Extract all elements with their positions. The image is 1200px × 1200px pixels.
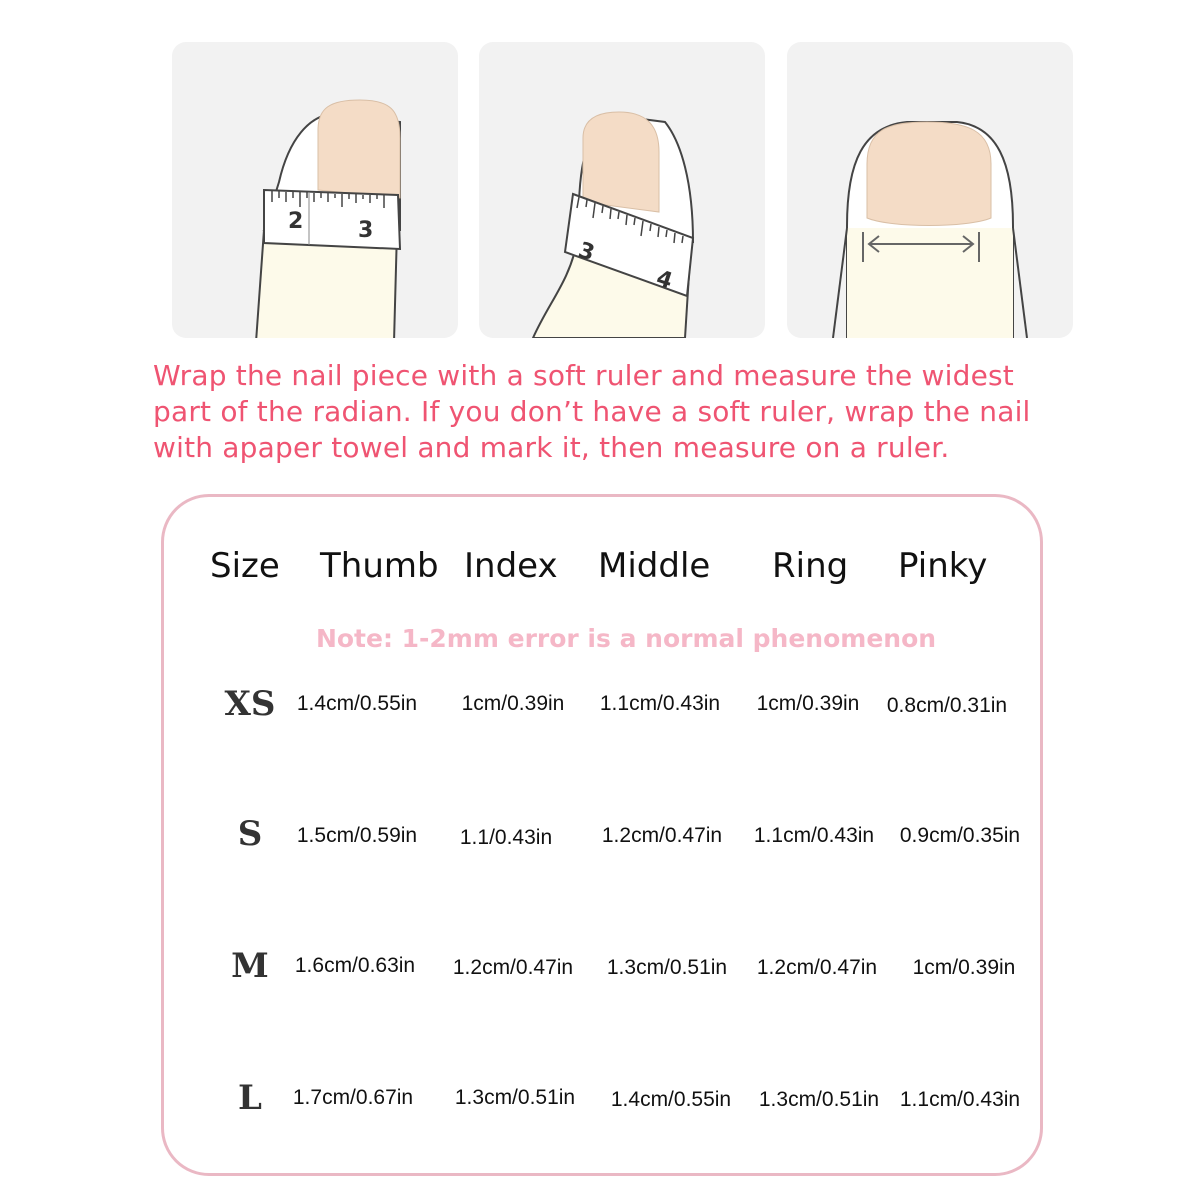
table-cell: 1.4cm/0.55in [296,692,418,715]
table-cell: 1.3cm/0.51in [454,1086,576,1109]
size-label-xs: XS [224,684,276,724]
ruler-mark: 2 [288,209,304,234]
illustration-nail-width [787,42,1073,338]
table-cell: 0.8cm/0.31in [886,694,1008,717]
ruler-mark: 3 [575,237,598,267]
table-cell: 1.6cm/0.63in [294,954,416,977]
table-cell: 1.1cm/0.43in [899,1088,1021,1111]
header-pinky: Pinky [898,546,988,586]
size-label-s: S [237,814,263,854]
table-cell: 1cm/0.39in [756,692,860,715]
ruler-mark: 4 [653,265,676,295]
table-cell: 1.2cm/0.47in [601,824,723,847]
index-ruler-illustration [479,42,765,338]
header-ring: Ring [772,546,849,586]
table-cell: 1.4cm/0.55in [610,1088,732,1111]
table-cell: 1.5cm/0.59in [296,824,418,847]
size-label-m: M [231,946,269,986]
table-cell: 1.1cm/0.43in [599,692,721,715]
table-cell: 1.1/0.43in [459,826,553,849]
header-size: Size [210,546,280,586]
table-cell: 1.2cm/0.47in [452,956,574,979]
measuring-instruction: Wrap the nail piece with a soft ruler and measure the widest part of the radian. If you don’t have a soft ruler, wrap the nail with apaper towel and mark it, then measure on a ruler. [153,359,1031,464]
table-cell: 1cm/0.39in [912,956,1016,979]
table-cell: 1.7cm/0.67in [292,1086,414,1109]
header-index: Index [464,546,558,586]
size-label-l: L [238,1078,262,1118]
nail-width-illustration [787,42,1073,338]
thumb-ruler-illustration [172,42,458,338]
header-thumb: Thumb [320,546,439,586]
illustration-index-measure [479,42,765,338]
table-cell: 1.1cm/0.43in [753,824,875,847]
ruler-mark: 3 [358,218,374,243]
illustration-thumb-measure [172,42,458,338]
table-cell: 1.3cm/0.51in [758,1088,880,1111]
table-cell: 1.2cm/0.47in [756,956,878,979]
measurement-note: Note: 1-2mm error is a normal phenomenon [315,624,937,653]
table-cell: 0.9cm/0.35in [899,824,1021,847]
table-cell: 1cm/0.39in [461,692,565,715]
table-cell: 1.3cm/0.51in [606,956,728,979]
header-middle: Middle [598,546,711,586]
